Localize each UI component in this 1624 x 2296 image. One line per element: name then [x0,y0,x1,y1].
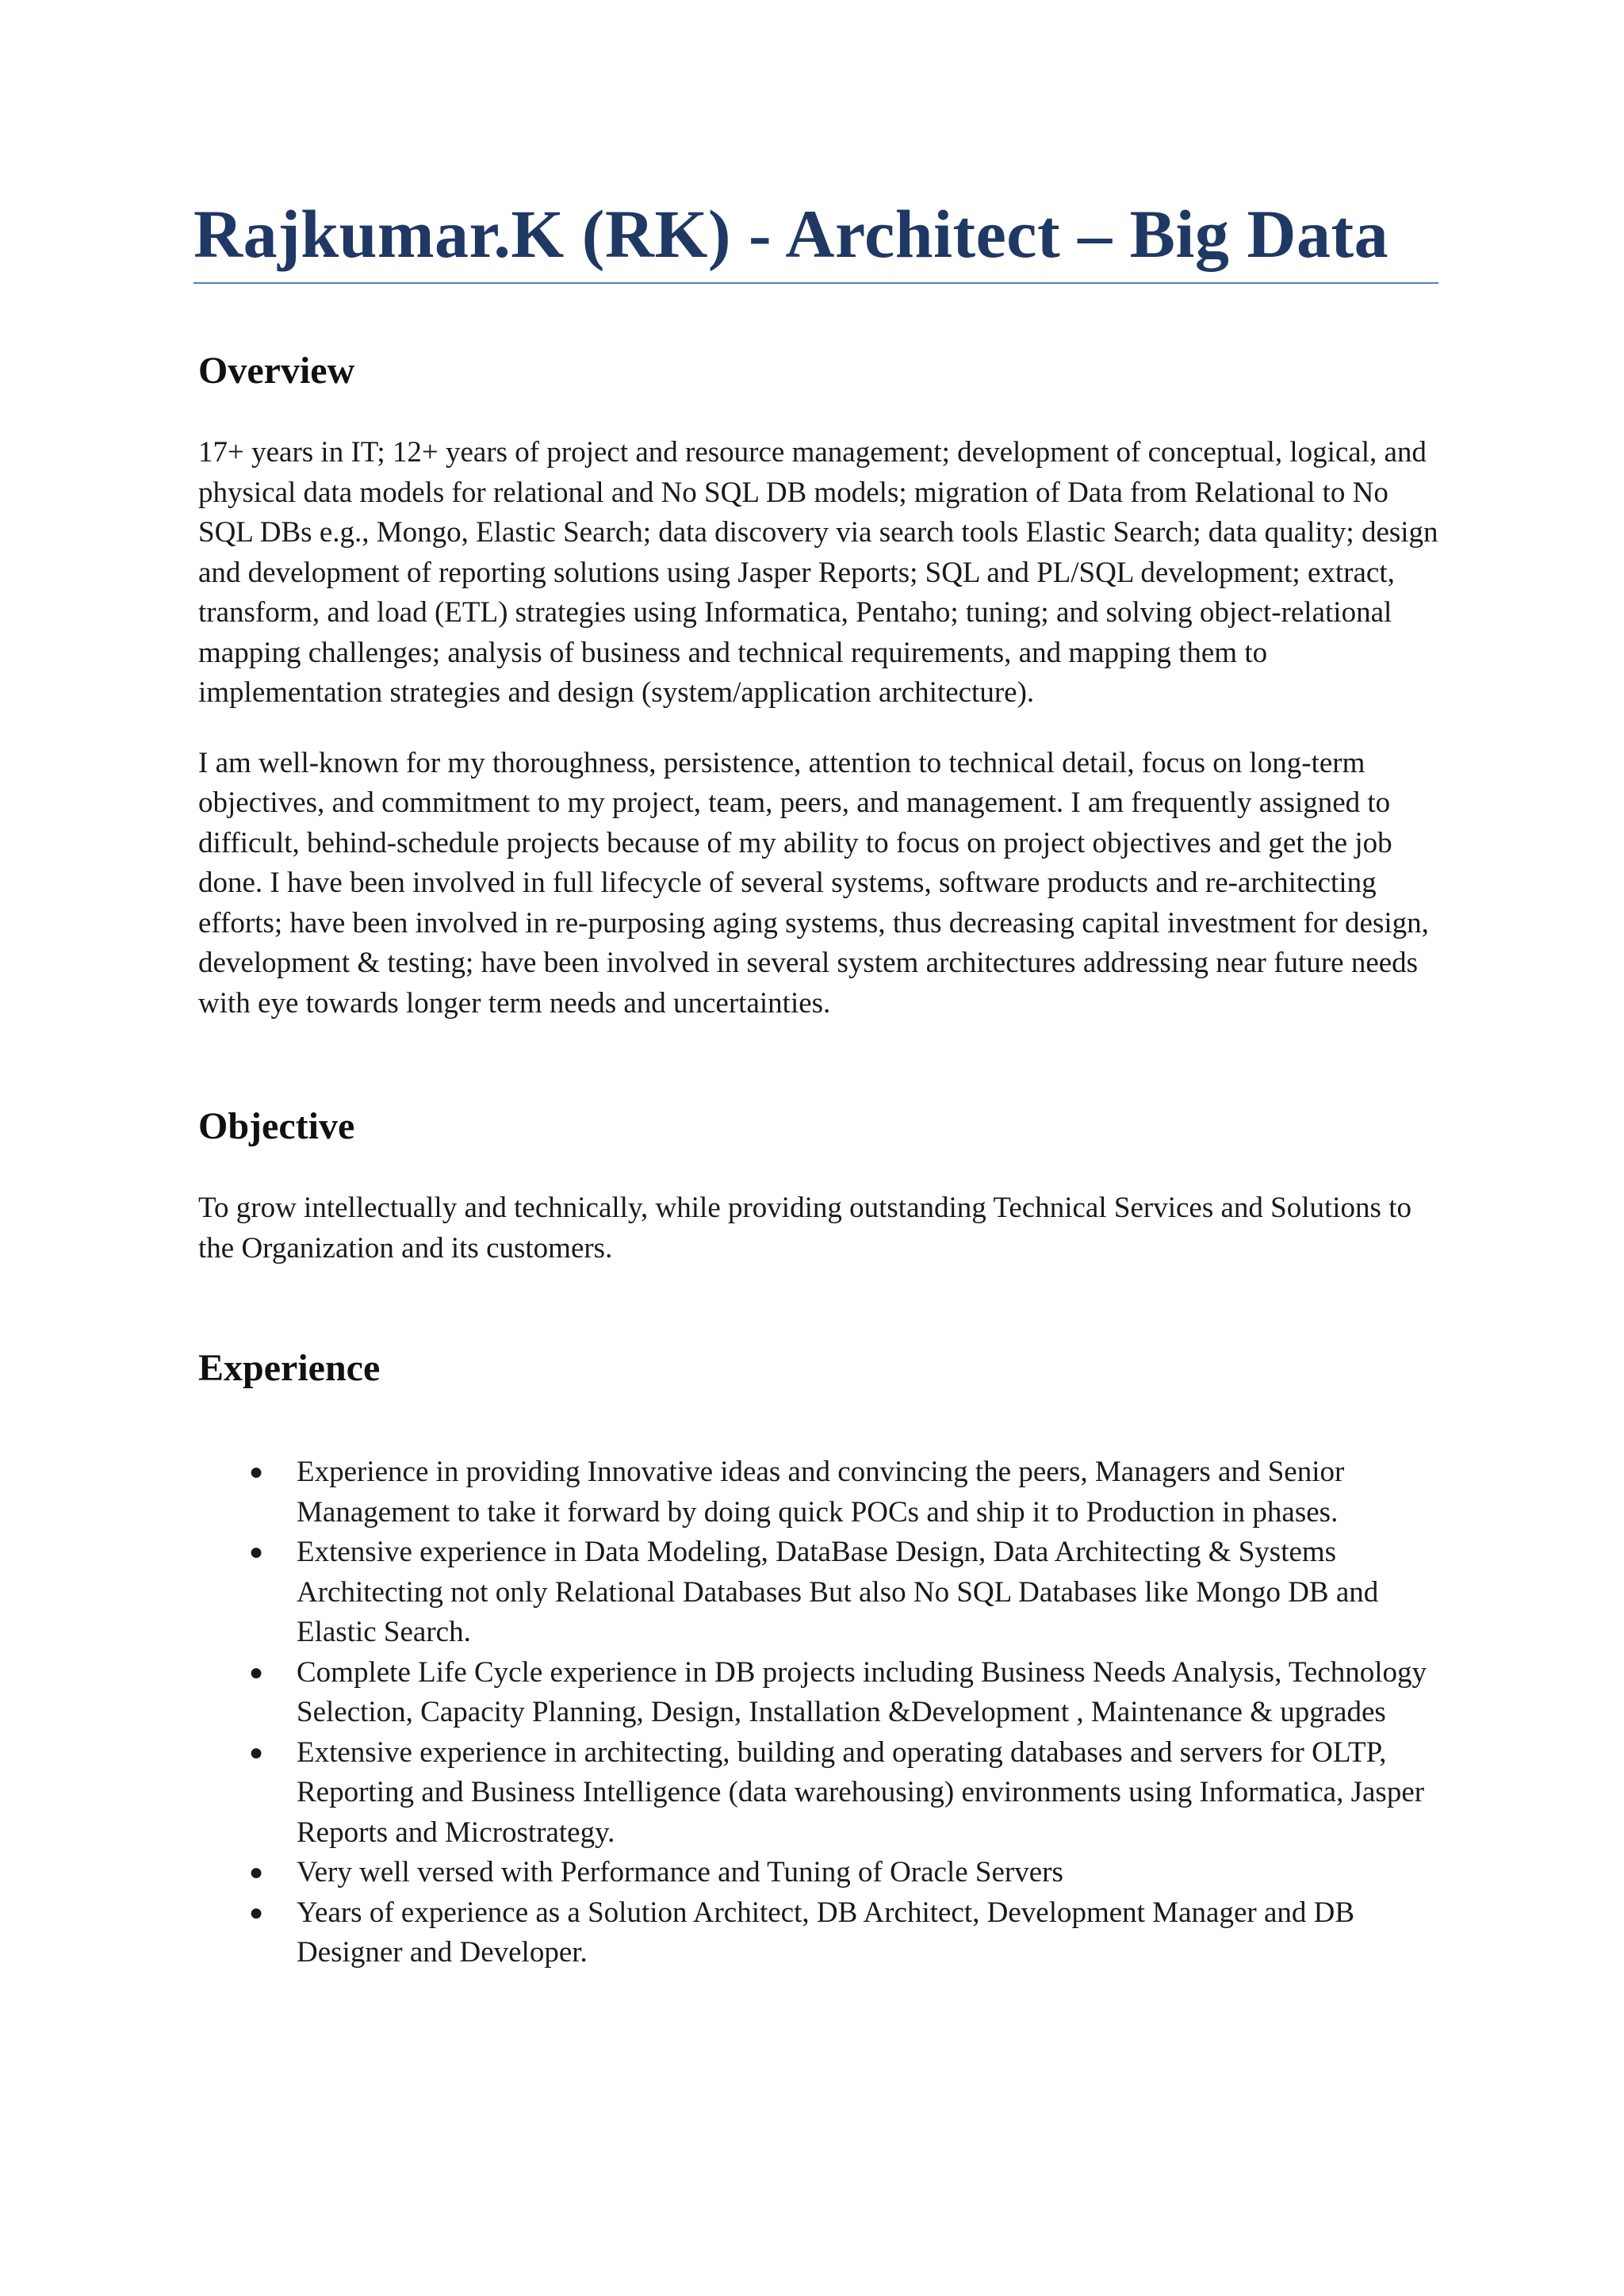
bullet-icon: ● [249,1859,264,1885]
objective-heading: Objective [198,1105,355,1147]
list-item-text: Complete Life Cycle experience in DB projects including Business Needs Analysis, Technology Selection, Capacity Planning, Design, Installation &Development , Maintenance & upgrades [297,1655,1427,1728]
list-item [198,1733,1443,1854]
list-item [198,1893,1443,1973]
list-item-text: Very well versed with Performance and Tuning of Oracle Servers [297,1856,1063,1888]
overview-paragraph-2: I am well-known for my thoroughness, persistence, attention to technical detail, focus on long-term objectives, and commitment to my project, team, peers, and management. I am frequently assigned to difficult, behind-schedule projects because of my ability to focus on project objectives and get the job done. I have been involved in full lifecycle of several systems, software products and re-architecting efforts; have been involved in re-purposing aging systems, thus decreasing capital investment for design, development & testing; have been involved in several system architectures addressing near future needs with eye towards longer term needs and uncertainties. [198,746,1429,1020]
list-item [198,1653,1443,1733]
experience-list [198,1452,1443,1973]
bullet-icon: ● [249,1459,264,1485]
list-item-text: Years of experience as a Solution Architect, DB Architect, Development Manager and DB Designer and Developer. [297,1896,1355,1969]
list-item-text: Experience in providing Innovative ideas and convincing the peers, Managers and Senior Management to take it forward by doing quick POCs and ship it to Production in phases. [297,1456,1345,1529]
list-item-text: Extensive experience in Data Modeling, DataBase Design, Data Architecting & Systems Architecting not only Relational Databases But also No SQL Databases like Mongo DB and Elastic Search. [297,1536,1379,1648]
overview-heading: Overview [198,350,355,392]
bullet-icon: ● [249,1539,264,1565]
list-item [198,1533,1443,1653]
resume-page [193,190,1443,1973]
overview-paragraph-1: 17+ years in IT; 12+ years of project and resource management; development of conceptual, logical, and physical data models for relational and No SQL DB models; migration of Data from Relational to No SQL DBs e.g., Mongo, Elastic Search; data discovery via search tools Elastic Search; data quality; design and development of reporting solutions using Jasper Reports; SQL and PL/SQL development; extract, transform, and load (ETL) strategies using Informatica, Pentaho; tuning; and solving object-relational mapping challenges; analysis of business and technical requirements, and mapping them to implementation strategies and design (system/application architecture). [198,436,1438,709]
bullet-icon: ● [249,1739,264,1766]
bullet-icon: ● [249,1659,264,1686]
list-item [198,1853,1443,1893]
experience-heading: Experience [198,1347,381,1389]
bullet-icon: ● [249,1899,264,1926]
list-item-text: Extensive experience in architecting, building and operating databases and servers for OLTP, Reporting and Business Intelligence (data warehousing) environments using Informatica, Jasper Reports and Microstrategy. [297,1735,1425,1849]
page-title: Rajkumar.K (RK) - Architect – Big Data [193,190,1438,284]
objective-paragraph: To grow intellectually and technically, while providing outstanding Technical Services and Solutions to the Organization and its customers. [198,1192,1411,1265]
list-item [198,1452,1443,1533]
